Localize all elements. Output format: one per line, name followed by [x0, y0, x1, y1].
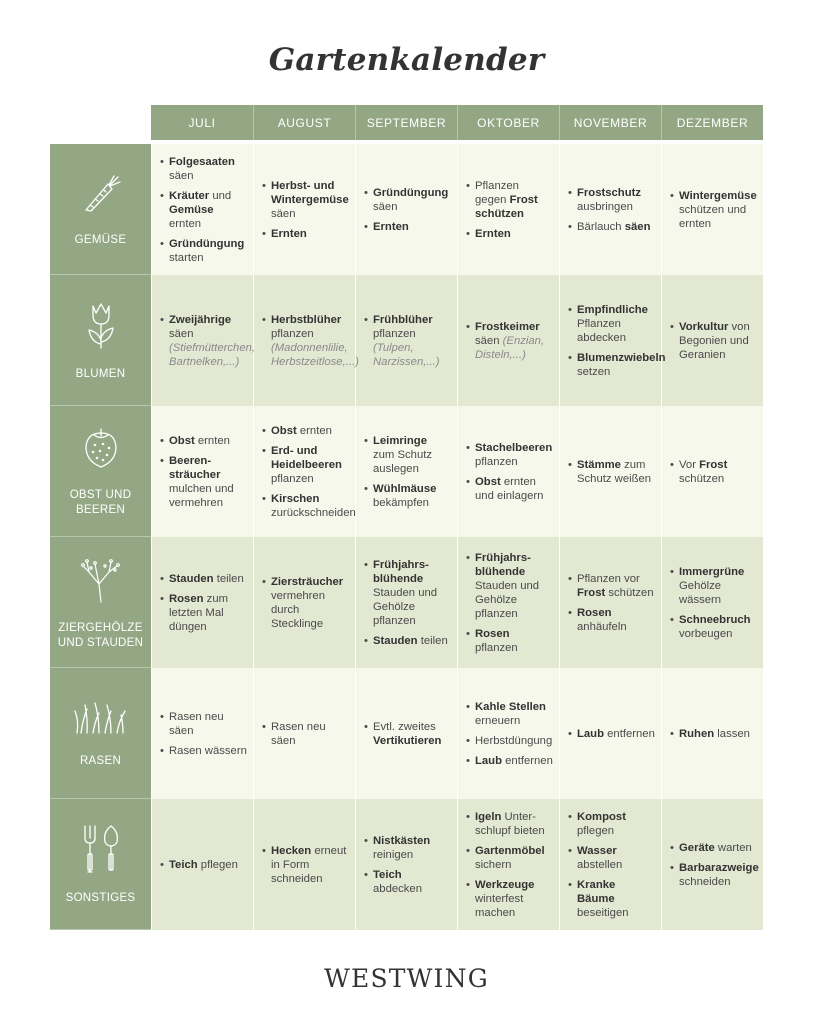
task-keyword: Gemüse	[169, 203, 214, 216]
task-item	[364, 720, 451, 748]
task-text: mulchen und vermehren	[169, 482, 234, 509]
task-item	[364, 186, 451, 214]
calendar-cell	[661, 275, 763, 406]
calendar-cell	[559, 537, 661, 668]
task-text: zum letzten Mal düngen	[169, 592, 229, 633]
task-text: pflanzen	[271, 472, 314, 485]
calendar-cell	[661, 144, 763, 275]
task-text: setzen	[577, 365, 611, 378]
calendar-cell	[253, 537, 355, 668]
task-text: erneut in Form schneiden	[271, 844, 347, 885]
calendar-cell	[559, 668, 661, 799]
task-item	[670, 841, 757, 855]
task-keyword: Empfindliche	[577, 303, 648, 316]
task-example: (Tulpen, Narzissen,...)	[373, 341, 440, 368]
calendar-cell	[253, 799, 355, 930]
task-keyword: Frühjahrsblühende	[373, 558, 429, 585]
task-keyword: Stauden	[169, 572, 214, 585]
task-keyword: Leimringe	[373, 434, 427, 447]
task-item	[160, 434, 247, 448]
task-item	[466, 700, 553, 728]
calendar-cell	[151, 144, 253, 275]
task-item	[262, 313, 359, 369]
task-text: säen	[271, 207, 296, 220]
calendar-cell	[457, 144, 559, 275]
task-item	[568, 351, 666, 379]
task-item	[262, 844, 349, 886]
calendar-cell	[457, 668, 559, 799]
task-keyword: Ernten	[271, 227, 307, 240]
task-text: schützen	[605, 586, 654, 599]
calendar-cell	[559, 406, 661, 537]
task-text: pflegen	[577, 824, 615, 837]
task-item	[262, 227, 349, 241]
task-item	[160, 155, 247, 183]
task-text: Pflanzen vor	[577, 572, 640, 585]
task-keyword: Ziersträucher	[271, 575, 344, 588]
task-keyword: Wasser	[577, 844, 617, 857]
task-text: anhäufeln	[577, 620, 627, 633]
calendar-cell	[253, 144, 355, 275]
task-keyword: Frostschutz	[577, 186, 642, 199]
task-example: (Stiefmütterchen, Bartnelken,...)	[169, 341, 256, 368]
garden-tools-icon	[77, 822, 125, 891]
task-text: pflanzen	[373, 327, 416, 340]
task-text: schützen	[679, 472, 725, 485]
month-header: DEZEMBER	[661, 105, 763, 140]
row-label	[50, 144, 151, 275]
task-item	[160, 572, 247, 586]
task-text: ernten	[296, 424, 332, 437]
row-label	[50, 668, 151, 799]
task-item	[160, 858, 247, 872]
task-text: Evtl. zweites	[373, 720, 436, 733]
calendar-cell	[151, 668, 253, 799]
row-label	[50, 275, 151, 406]
garden-calendar-table	[50, 105, 763, 930]
task-keyword: Teich	[169, 858, 198, 871]
task-item	[568, 220, 655, 234]
task-keyword: Werkzeuge	[475, 878, 535, 891]
task-item	[670, 565, 757, 607]
task-keyword: Vorkultur	[679, 320, 729, 333]
task-keyword: Frost schützen	[475, 193, 538, 220]
month-header: AUGUST	[253, 105, 355, 140]
task-text: Vor	[679, 458, 700, 471]
task-item	[160, 710, 247, 738]
task-item	[466, 754, 553, 768]
task-item	[160, 237, 247, 265]
branch-icon	[77, 554, 125, 621]
task-keyword: Beerensträucher	[169, 454, 221, 481]
task-text: bekämpfen	[373, 496, 429, 509]
carrot-icon	[78, 170, 124, 233]
calendar-cell	[355, 537, 457, 668]
task-keyword: Teich	[373, 868, 402, 881]
task-text: warten	[714, 841, 752, 854]
task-item	[568, 458, 655, 486]
calendar-cell	[559, 799, 661, 930]
month-header: OKTOBER	[457, 105, 559, 140]
calendar-cell	[253, 275, 359, 406]
task-keyword: Herbstblüher	[271, 313, 342, 326]
task-text: Rasen wässern	[169, 744, 247, 757]
task-item	[364, 220, 451, 234]
task-item	[262, 444, 349, 486]
task-item	[670, 320, 757, 362]
task-text: säen	[475, 334, 503, 347]
task-item	[262, 492, 356, 520]
task-item	[466, 734, 553, 748]
task-keyword: Laub	[577, 727, 604, 740]
row-label-text: RASEN	[79, 755, 122, 767]
month-header: SEPTEMBER	[355, 105, 457, 140]
strawberry-icon	[79, 425, 123, 488]
task-keyword: Kräuter	[169, 189, 210, 202]
task-keyword: Gründüngung	[373, 186, 449, 199]
task-keyword: Obst	[271, 424, 297, 437]
task-text: beseitigen	[577, 906, 629, 919]
task-item	[364, 634, 451, 648]
task-text: zum Schutz auslegen	[373, 448, 433, 475]
task-text: Rasen neu säen	[169, 710, 224, 737]
task-item	[262, 720, 349, 748]
task-item	[568, 303, 655, 345]
calendar-cell	[661, 406, 763, 537]
task-keyword: Stämme	[577, 458, 621, 471]
task-text: entfernen	[502, 754, 553, 767]
row-label	[50, 537, 151, 668]
task-keyword: Kompost	[577, 810, 626, 823]
task-text: ausbringen	[577, 200, 633, 213]
task-item	[568, 186, 655, 214]
task-text: und	[209, 189, 232, 202]
row-label-text: GEMÜSE	[74, 234, 127, 246]
task-item	[364, 482, 451, 510]
row-label-text: OBST UND BEEREN	[69, 488, 132, 516]
task-keyword: Folgesaaten	[169, 155, 235, 168]
task-item	[568, 572, 655, 600]
task-keyword: säen	[624, 220, 651, 233]
task-keyword: Gartenmöbel	[475, 844, 545, 857]
brand-logo: WESTWING	[324, 964, 489, 993]
calendar-cell	[355, 144, 457, 275]
task-text: schneiden	[679, 875, 731, 888]
task-item	[364, 558, 451, 628]
task-text: Unterschlupf bieten	[475, 810, 545, 837]
task-item	[466, 441, 553, 469]
task-item	[160, 189, 247, 231]
task-text: Gehölze wässern	[679, 579, 722, 606]
task-item	[466, 810, 553, 838]
calendar-cell	[457, 406, 559, 537]
task-text: pflanzen	[271, 327, 314, 340]
task-text: vorbeugen	[679, 627, 733, 640]
row-label-text: ZIERGEHÖLZE UND STAUDEN	[57, 621, 144, 649]
task-item	[670, 613, 757, 641]
task-item	[466, 179, 553, 221]
task-keyword: Gründüngung	[169, 237, 245, 250]
task-item	[670, 727, 757, 741]
row-label-text: BLUMEN	[75, 368, 126, 380]
task-text: Stauden und Gehölze pflanzen	[475, 579, 540, 620]
task-keyword: Barbarazweige	[679, 861, 759, 874]
task-item	[568, 844, 655, 872]
calendar-cell	[559, 275, 666, 406]
task-text: vermehren durch Stecklinge	[271, 589, 325, 630]
task-item	[262, 179, 349, 221]
task-keyword: Ernten	[373, 220, 409, 233]
row-label-text: SONSTIGES	[65, 892, 136, 904]
month-header: NOVEMBER	[559, 105, 661, 140]
page-title: Gartenkalender	[268, 42, 545, 78]
task-keyword: Herbst- und Wintergemüse	[271, 179, 349, 206]
task-item	[160, 592, 247, 634]
task-keyword: Kranke Bäume	[577, 878, 616, 905]
tulip-icon	[81, 298, 121, 367]
task-keyword: Stauden	[373, 634, 418, 647]
task-item	[364, 313, 451, 369]
task-item	[670, 861, 757, 889]
task-text: säen	[373, 200, 398, 213]
task-text: ernten	[194, 434, 230, 447]
task-example: (Madonnenlilie, Herbstzeitlose,...)	[271, 341, 359, 368]
task-keyword: Immergrüne	[679, 565, 745, 578]
task-item	[466, 551, 553, 621]
task-text: von Begonien und Geranien	[679, 320, 750, 361]
task-item	[466, 878, 553, 920]
task-item	[160, 744, 247, 758]
task-item	[466, 844, 553, 872]
calendar-cell	[661, 668, 763, 799]
calendar-cell	[355, 406, 457, 537]
task-keyword: Frostkeimer	[475, 320, 540, 333]
task-item	[670, 189, 757, 231]
calendar-cell	[151, 537, 253, 668]
task-text: reinigen	[373, 848, 414, 861]
task-keyword: Frost	[699, 458, 728, 471]
task-text: sichern	[475, 858, 512, 871]
calendar-cell	[151, 275, 256, 406]
task-keyword: Laub	[475, 754, 502, 767]
task-item	[670, 458, 757, 486]
row-label	[50, 799, 151, 930]
month-header: JULI	[151, 105, 253, 140]
calendar-cell	[355, 275, 457, 406]
task-text: starten	[169, 251, 204, 264]
task-text: entfernen	[604, 727, 655, 740]
task-text: Rasen neu säen	[271, 720, 326, 747]
task-item	[160, 454, 247, 510]
task-item	[466, 475, 553, 503]
calendar-cell	[559, 144, 661, 275]
task-keyword: Kahle Stellen	[475, 700, 546, 713]
task-text: Herbstdüngung	[475, 734, 553, 747]
task-text: Stauden und Gehölze pflanzen	[373, 586, 438, 627]
task-text: Bärlauch	[577, 220, 625, 233]
task-item	[262, 424, 349, 438]
calendar-cell	[253, 406, 355, 537]
task-item	[466, 320, 553, 362]
calendar-cell	[253, 668, 355, 799]
task-text: pflegen	[197, 858, 238, 871]
task-keyword: Nistkästen	[373, 834, 431, 847]
task-item	[568, 727, 655, 741]
calendar-cell	[355, 799, 457, 930]
table-corner	[50, 105, 151, 144]
task-keyword: Stachelbeeren	[475, 441, 553, 454]
task-keyword: Rosen	[475, 627, 510, 640]
calendar-cell	[151, 799, 253, 930]
task-text: lassen	[714, 727, 750, 740]
task-text: erneuern	[475, 714, 521, 727]
task-item	[364, 834, 451, 862]
task-item	[160, 313, 256, 369]
task-item	[262, 575, 349, 631]
task-text: teilen	[417, 634, 448, 647]
calendar-cell	[661, 537, 763, 668]
task-keyword: Obst	[169, 434, 195, 447]
task-keyword: Geräte	[679, 841, 715, 854]
task-text: zurückschneiden	[271, 506, 356, 519]
task-keyword: Zweijährige	[169, 313, 232, 326]
task-text: teilen	[213, 572, 244, 585]
calendar-cell	[661, 799, 763, 930]
task-item	[466, 227, 553, 241]
calendar-cell	[151, 406, 253, 537]
task-text: ernten und einlagern	[475, 475, 544, 502]
task-text: pflanzen	[475, 641, 518, 654]
task-text: zum Schutz weißen	[577, 458, 652, 485]
task-keyword: Ernten	[475, 227, 511, 240]
task-item	[364, 434, 451, 476]
calendar-cell	[457, 275, 559, 406]
row-label	[50, 406, 151, 537]
task-text: schützen und ernten	[679, 203, 747, 230]
task-keyword: Erd- und Heidelbeeren	[271, 444, 342, 471]
task-text: Pflanzen gegen	[475, 179, 519, 206]
task-text: pflanzen	[475, 455, 518, 468]
task-text: abstellen	[577, 858, 623, 871]
task-keyword: Rosen	[169, 592, 204, 605]
task-keyword: Wintergemüse	[679, 189, 757, 202]
task-text: winterfest machen	[475, 892, 524, 919]
calendar-cell	[355, 668, 457, 799]
calendar-cell	[457, 537, 559, 668]
task-keyword: Vertikutieren	[373, 734, 442, 747]
task-keyword: Frühblüher	[373, 313, 433, 326]
task-keyword: Ruhen	[679, 727, 715, 740]
task-item	[568, 606, 655, 634]
task-keyword: Schneebruch	[679, 613, 751, 626]
task-example: (Enzian, Disteln,...)	[475, 334, 545, 361]
task-item	[364, 868, 451, 896]
task-keyword: Blumenzwiebeln	[577, 351, 666, 364]
task-keyword: Wühlmäuse	[373, 482, 437, 495]
task-text: säen	[169, 169, 194, 182]
calendar-cell	[457, 799, 559, 930]
task-keyword: Frost	[577, 586, 606, 599]
grass-icon	[73, 697, 129, 754]
task-text: säen	[169, 327, 194, 340]
task-keyword: Obst	[475, 475, 501, 488]
task-keyword: Kirschen	[271, 492, 320, 505]
task-keyword: Hecken	[271, 844, 312, 857]
task-text: ernten	[169, 217, 202, 230]
task-item	[568, 878, 655, 920]
task-text: Pflanzen abdecken	[577, 317, 626, 344]
task-text: abdecken	[373, 882, 422, 895]
task-keyword: Frühjahrsblühende	[475, 551, 531, 578]
task-keyword: Rosen	[577, 606, 612, 619]
task-keyword: Igeln	[475, 810, 502, 823]
task-item	[466, 627, 553, 655]
task-item	[568, 810, 655, 838]
